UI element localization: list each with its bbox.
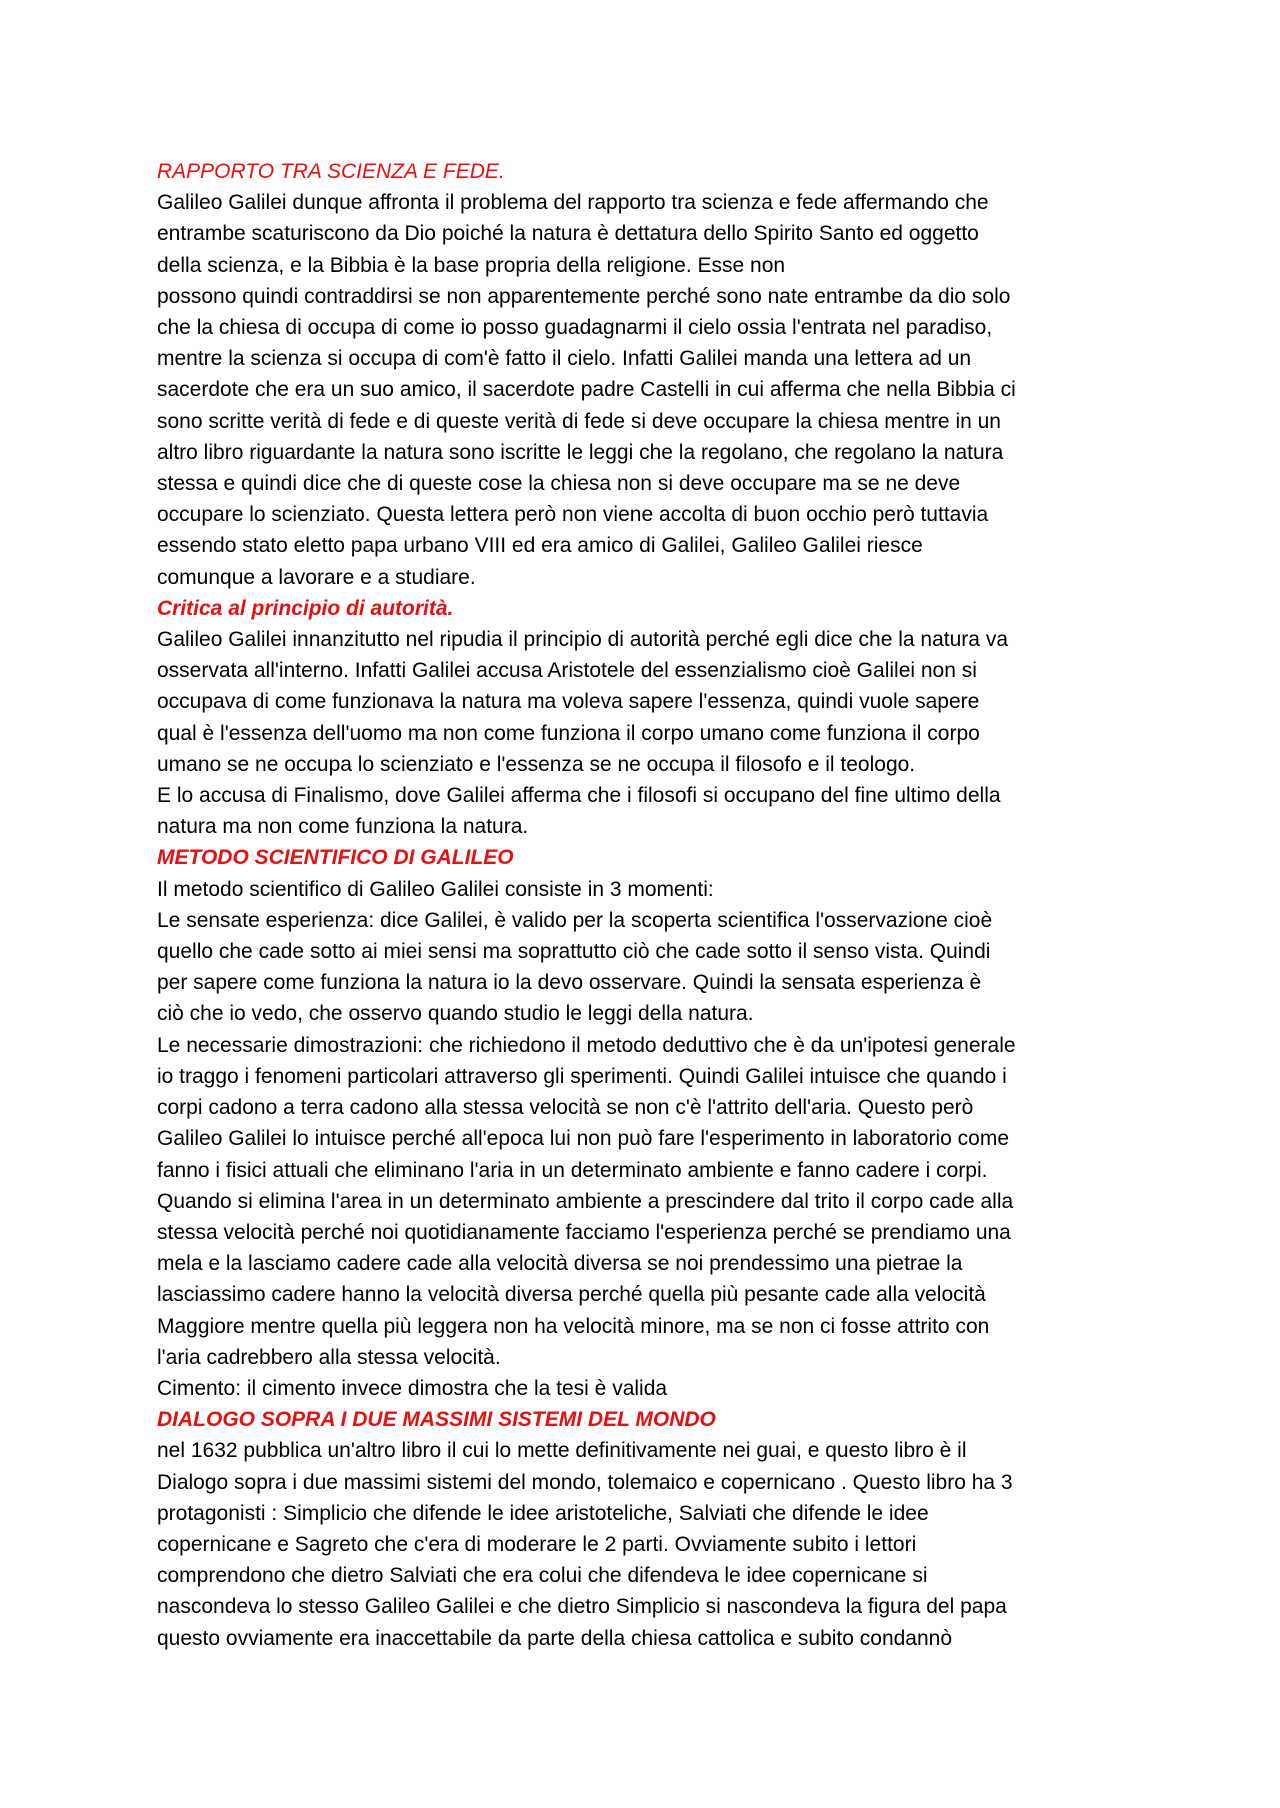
section-heading: DIALOGO SOPRA I DUE MASSIMI SISTEMI DEL MONDO [157, 1408, 716, 1432]
paragraph-line: Maggiore mentre quella più leggera non ha velocità minore, ma se non ci fosse attrito con [157, 1314, 990, 1338]
paragraph-line: Dialogo sopra i due massimi sistemi del mondo, tolemaico e copernicano . Questo libro ha 3 [157, 1470, 1013, 1494]
paragraph-line: fanno i fisici attuali che eliminano l'aria in un determinato ambiente e fanno cadere i corpi. [157, 1158, 988, 1182]
paragraph-line: altro libro riguardante la natura sono iscritte le leggi che la regolano, che regolano la natura [157, 440, 1004, 464]
paragraph-line: natura ma non come funziona la natura. [157, 815, 529, 839]
paragraph-line: comunque a lavorare e a studiare. [157, 565, 476, 589]
paragraph-line: Quando si elimina l'area in un determinato ambiente a prescindere dal trito il corpo cade alla [157, 1189, 1014, 1213]
paragraph-line: Le sensate esperienza: dice Galilei, è valido per la scoperta scientifica l'osservazione cioè [157, 908, 993, 932]
paragraph-line: protagonisti : Simplicio che difende le idee aristoteliche, Salviati che difende le idee [157, 1501, 929, 1525]
section-rapporto [157, 156, 1157, 593]
paragraph-line: essendo stato eletto papa urbano VIII ed era amico di Galilei, Galileo Galilei riesce [157, 534, 923, 558]
paragraph-line: per sapere come funziona la natura io la devo osservare. Quindi la sensata esperienza è [157, 971, 982, 995]
paragraph-line: quello che cade sotto ai miei sensi ma soprattutto ciò che cade sotto il senso vista. Quindi [157, 940, 991, 964]
paragraph-line: entrambe scaturiscono da Dio poiché la natura è dettatura dello Spirito Santo ed oggetto [157, 222, 979, 246]
paragraph-line: nascondeva lo stesso Galileo Galilei e che dietro Simplicio si nascondeva la figura del papa [157, 1595, 1007, 1619]
section-dialogo [157, 1404, 1157, 1654]
paragraph-line: mentre la scienza si occupa di com'è fatto il cielo. Infatti Galilei manda una lettera ad un [157, 347, 972, 371]
paragraph-line: qual è l'essenza dell'uomo ma non come funziona il corpo umano come funziona il corpo [157, 721, 980, 745]
section-critica [157, 593, 1157, 843]
document-page [157, 156, 1157, 1654]
paragraph-line: sacerdote che era un suo amico, il sacerdote padre Castelli in cui afferma che nella Bibbia ci [157, 378, 1016, 402]
paragraph-line: Galileo Galilei innanzitutto nel ripudia il principio di autorità perché egli dice che la natura va [157, 628, 1008, 652]
section-metodo [157, 842, 1157, 1404]
paragraph-line: questo ovviamente era inaccettabile da parte della chiesa cattolica e subito condannò [157, 1626, 953, 1650]
paragraph-line: della scienza, e la Bibbia è la base propria della religione. Esse non [157, 253, 786, 277]
paragraph-line: occupare lo scienziato. Questa lettera però non viene accolta di buon occhio però tuttavia [157, 503, 989, 527]
paragraph-line: lasciassimo cadere hanno la velocità diversa perché quella più pesante cade alla velocità [157, 1283, 986, 1307]
section-heading: METODO SCIENTIFICO DI GALILEO [157, 846, 514, 870]
paragraph-line: stessa e quindi dice che di queste cose la chiesa non si deve occupare ma se ne deve [157, 472, 961, 496]
paragraph-line: Galileo Galilei lo intuisce perché all'epoca lui non può fare l'esperimento in laboratorio come [157, 1127, 1009, 1151]
paragraph-line: nel 1632 pubblica un'altro libro il cui lo mette definitivamente nei guai, e questo libro è il [157, 1439, 967, 1463]
paragraph-line: Cimento: il cimento invece dimostra che la tesi è valida [157, 1376, 668, 1400]
section-heading: RAPPORTO TRA SCIENZA E FEDE. [157, 160, 505, 183]
paragraph-line: umano se ne occupa lo scienziato e l'essenza se ne occupa il filosofo e il teologo. [157, 752, 916, 776]
paragraph-line: che la chiesa di occupa di come io posso guadagnarmi il cielo ossia l'entrata nel paradiso, [157, 316, 993, 340]
paragraph-line: Galileo Galilei dunque affronta il problema del rapporto tra scienza e fede affermando che [157, 191, 989, 215]
paragraph-line: Le necessarie dimostrazioni: che richiedono il metodo deduttivo che è da un'ipotesi generale [157, 1033, 1016, 1057]
paragraph-line: corpi cadono a terra cadono alla stessa velocità se non c'è l'attrito dell'aria. Questo però [157, 1096, 974, 1120]
paragraph-line: stessa velocità perché noi quotidianamente facciamo l'esperienza perché se prendiamo una [157, 1220, 1011, 1244]
paragraph-line: E lo accusa di Finalismo, dove Galilei afferma che i filosofi si occupano del fine ultimo della [157, 784, 1001, 808]
paragraph-line: possono quindi contraddirsi se non apparentemente perché sono nate entrambe da dio solo [157, 284, 1011, 308]
paragraph-line: Il metodo scientifico di Galileo Galilei consiste in 3 momenti: [157, 877, 714, 901]
paragraph-line: mela e la lasciamo cadere cade alla velocità diversa se noi prendessimo una pietrae la [157, 1252, 963, 1276]
paragraph-line: occupava di come funzionava la natura ma voleva sapere l'essenza, quindi vuole sapere [157, 690, 980, 714]
paragraph-line: ciò che io vedo, che osservo quando studio le leggi della natura. [157, 1002, 754, 1026]
paragraph-line: l'aria cadrebbero alla stessa velocità. [157, 1345, 501, 1369]
paragraph-line: copernicane e Sagreto che c'era di moderare le 2 parti. Ovviamente subito i lettori [157, 1532, 917, 1556]
section-heading: Critica al principio di autorità. [157, 596, 454, 620]
paragraph-line: sono scritte verità di fede e di queste verità di fede si deve occupare la chiesa mentre in un [157, 409, 1001, 433]
paragraph-line: comprendono che dietro Salviati che era colui che difendeva le idee copernicane si [157, 1564, 928, 1588]
paragraph-line: osservata all'interno. Infatti Galilei accusa Aristotele del essenzialismo cioè Galilei non si [157, 659, 977, 683]
paragraph-line: io traggo i fenomeni particolari attraverso gli sperimenti. Quindi Galilei intuisce che quando i [157, 1064, 1007, 1088]
